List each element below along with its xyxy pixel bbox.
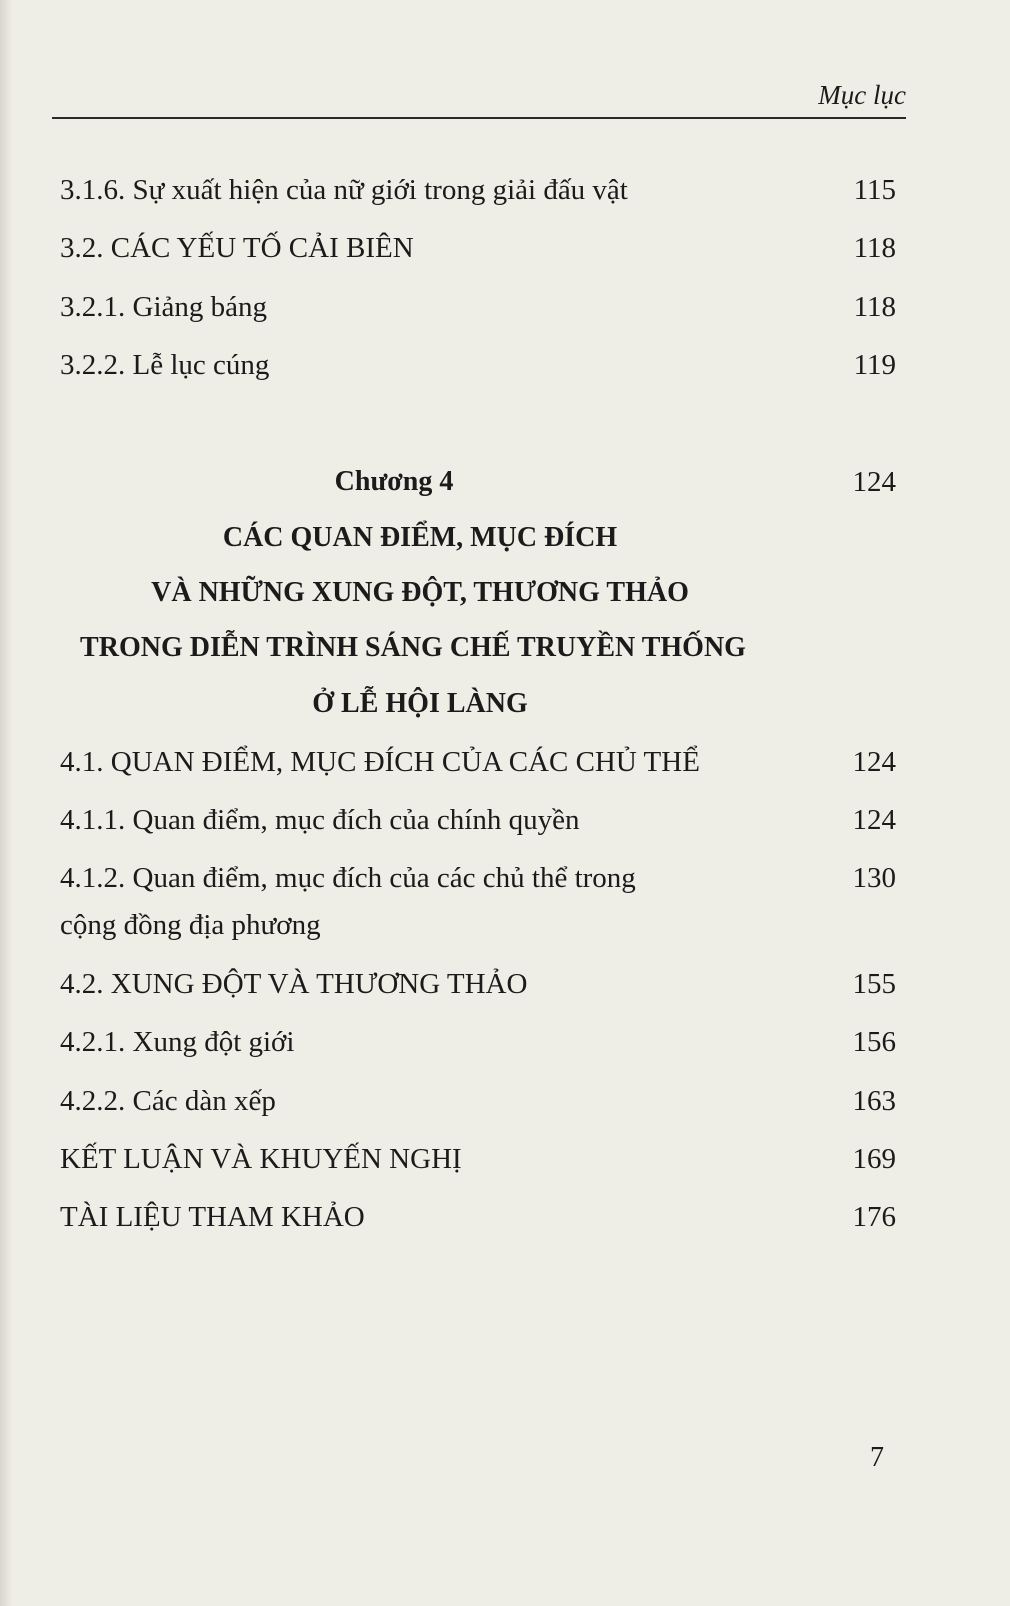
chapter-page: 124 (852, 466, 896, 498)
toc-entry-label: 3.1.6. Sự xuất hiện của nữ giới trong giải đấu vật (60, 174, 628, 206)
header-rule (52, 117, 906, 119)
toc-entry-page: 124 (852, 746, 896, 778)
toc-entry-page: 124 (852, 804, 896, 836)
toc-entry-page: 130 (852, 862, 896, 894)
toc-entry-label: 4.1.2. Quan điểm, mục đích của các chủ thể trong (60, 862, 636, 894)
toc-entry-label: TÀI LIỆU THAM KHẢO (60, 1201, 365, 1233)
toc-entry-page: 176 (852, 1201, 896, 1233)
toc-entry-page: 118 (853, 232, 896, 264)
chapter-title-line: VÀ NHỮNG XUNG ĐỘT, THƯƠNG THẢO (151, 577, 689, 608)
toc-entry-label: 3.2.1. Giảng báng (60, 291, 267, 323)
toc-entry-page: 118 (853, 291, 896, 323)
toc-entry-page: 155 (852, 968, 896, 1000)
toc-entry-continuation: cộng đồng địa phương (60, 909, 321, 941)
chapter-title-line: Ở LỄ HỘI LÀNG (312, 688, 528, 719)
toc-entry-page: 163 (852, 1085, 896, 1117)
chapter-label: Chương 4 (334, 466, 454, 497)
toc-entry-label: 4.2.1. Xung đột giới (60, 1026, 295, 1058)
toc-entry-page: 115 (853, 174, 896, 206)
toc-entry-label: 4.2.2. Các dàn xếp (60, 1085, 276, 1117)
toc-entry-label: 3.2.2. Lễ lục cúng (60, 349, 270, 381)
page-number: 7 (870, 1442, 884, 1473)
running-header: Mục lục (818, 80, 906, 110)
toc-entry-label: 3.2. CÁC YẾU TỐ CẢI BIÊN (60, 232, 414, 264)
toc-entry-page: 156 (852, 1026, 896, 1058)
toc-entry-page: 119 (853, 349, 896, 381)
toc-entry-label: 4.1.1. Quan điểm, mục đích của chính quyền (60, 804, 580, 836)
toc-entry-label: 4.1. QUAN ĐIỂM, MỤC ĐÍCH CỦA CÁC CHỦ THỂ (60, 746, 700, 778)
chapter-title-line: CÁC QUAN ĐIỂM, MỤC ĐÍCH (222, 522, 618, 553)
toc-entry-label: KẾT LUẬN VÀ KHUYẾN NGHỊ (60, 1143, 462, 1175)
toc-entry-page: 169 (852, 1143, 896, 1175)
toc-entry-label: 4.2. XUNG ĐỘT VÀ THƯƠNG THẢO (60, 968, 528, 1000)
chapter-title-line: TRONG DIỄN TRÌNH SÁNG CHẾ TRUYỀN THỐNG (80, 632, 746, 663)
